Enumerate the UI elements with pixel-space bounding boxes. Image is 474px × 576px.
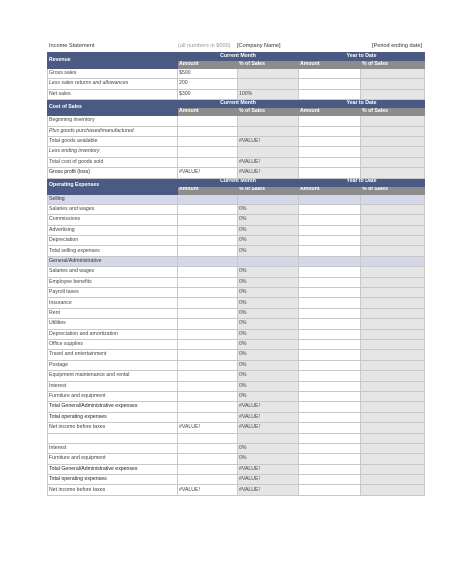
- ytd-pct-cell[interactable]: [361, 329, 425, 339]
- ytd-pct-cell[interactable]: [361, 360, 425, 370]
- table-row: [48, 89, 425, 99]
- row-label: Interest: [48, 443, 178, 453]
- current-amount-cell[interactable]: [178, 215, 238, 225]
- current-amount-cell[interactable]: #VALUE!: [178, 423, 238, 433]
- table-row: [48, 277, 425, 287]
- table-row: [48, 136, 425, 146]
- row-label: Employee benefits: [48, 277, 178, 287]
- row-label: Total cost of goods sold: [48, 157, 178, 167]
- ytd-amount-cell[interactable]: [299, 236, 361, 246]
- ytd-pct-cell[interactable]: [361, 391, 425, 401]
- ytd-amount-cell[interactable]: [299, 147, 361, 157]
- table-row: [48, 236, 425, 246]
- amount-header: Amount: [299, 61, 361, 69]
- table-row: [48, 371, 425, 381]
- table-row: [48, 157, 425, 167]
- table-row: [48, 329, 425, 339]
- ytd-pct-cell[interactable]: [361, 433, 425, 443]
- ytd-amount-cell[interactable]: [299, 391, 361, 401]
- current-pct-cell[interactable]: 0%: [238, 225, 299, 235]
- row-label: Salaries and wages: [48, 267, 178, 277]
- row-label: Equipment maintenance and rental: [48, 371, 178, 381]
- pct-of-sales-header: % of Sales: [361, 61, 425, 69]
- current-pct-cell[interactable]: #VALUE!: [238, 464, 299, 474]
- table-row: [48, 433, 425, 443]
- cost-of-sales-title: Cost of Sales: [48, 100, 178, 116]
- current-pct-cell[interactable]: 0%: [238, 215, 299, 225]
- pct-of-sales-header: % of Sales: [361, 108, 425, 116]
- company-name-cell[interactable]: [Company Name]: [237, 43, 281, 49]
- row-label: Total operating expenses: [48, 412, 178, 422]
- row-label: Furniture and equipment: [48, 391, 178, 401]
- ytd-pct-cell[interactable]: [361, 475, 425, 485]
- ytd-amount-cell[interactable]: [299, 246, 361, 256]
- row-label: Total General/Administrative expenses: [48, 402, 178, 412]
- table-row: [48, 79, 425, 89]
- current-pct-cell[interactable]: [238, 79, 299, 89]
- current-amount-cell[interactable]: [178, 277, 238, 287]
- ytd-amount-cell[interactable]: [299, 89, 361, 99]
- category-blank-cell: [361, 256, 425, 266]
- table-row: [48, 360, 425, 370]
- current-amount-cell[interactable]: [178, 236, 238, 246]
- table-row: [48, 116, 425, 126]
- ytd-amount-cell[interactable]: [299, 381, 361, 391]
- current-pct-cell[interactable]: #VALUE!: [238, 157, 299, 167]
- ytd-amount-cell[interactable]: [299, 423, 361, 433]
- ytd-amount-cell[interactable]: [299, 298, 361, 308]
- row-label: Plus goods purchased/manufactured: [48, 126, 178, 136]
- revenue-header-row: [48, 53, 425, 61]
- current-pct-cell[interactable]: [238, 116, 299, 126]
- ytd-amount-cell[interactable]: [299, 443, 361, 453]
- ytd-amount-cell[interactable]: [299, 308, 361, 318]
- ytd-pct-cell[interactable]: [361, 350, 425, 360]
- table-row: [48, 308, 425, 318]
- table-row: [48, 485, 425, 495]
- amount-header: Amount: [178, 108, 238, 116]
- table-row: [48, 147, 425, 157]
- current-amount-cell[interactable]: [178, 443, 238, 453]
- ytd-pct-cell[interactable]: [361, 147, 425, 157]
- row-label: Net income before taxes: [48, 485, 178, 495]
- current-pct-cell[interactable]: [238, 126, 299, 136]
- pct-of-sales-header: % of Sales: [238, 108, 299, 116]
- current-pct-cell[interactable]: 0%: [238, 371, 299, 381]
- ytd-pct-cell[interactable]: [361, 371, 425, 381]
- row-label: Salaries and wages: [48, 204, 178, 214]
- selling-category-label: Selling: [48, 194, 178, 204]
- ytd-pct-cell[interactable]: [361, 79, 425, 89]
- ytd-pct-cell[interactable]: [361, 89, 425, 99]
- year-to-date-header: Year to Date: [299, 100, 425, 108]
- current-amount-cell[interactable]: [178, 136, 238, 146]
- row-label: Insurance: [48, 298, 178, 308]
- category-blank-cell: [299, 256, 361, 266]
- category-blank-cell: [238, 256, 299, 266]
- table-row: [48, 126, 425, 136]
- current-amount-cell[interactable]: [178, 412, 238, 422]
- ytd-amount-cell[interactable]: [299, 454, 361, 464]
- ytd-amount-cell[interactable]: [299, 168, 361, 178]
- statement-title: Income Statement: [49, 43, 95, 49]
- ytd-pct-cell[interactable]: [361, 464, 425, 474]
- current-amount-cell[interactable]: [178, 433, 238, 443]
- ytd-amount-cell[interactable]: [299, 360, 361, 370]
- row-label: [48, 433, 178, 443]
- ytd-amount-cell[interactable]: [299, 371, 361, 381]
- row-label: Utilities: [48, 319, 178, 329]
- table-row: [48, 381, 425, 391]
- row-label: Less ending inventory: [48, 147, 178, 157]
- table-row: [48, 225, 425, 235]
- ytd-amount-cell[interactable]: [299, 475, 361, 485]
- table-row: [48, 464, 425, 474]
- ytd-amount-cell[interactable]: [299, 157, 361, 167]
- row-label: Commissions: [48, 215, 178, 225]
- ytd-amount-cell[interactable]: [299, 215, 361, 225]
- current-amount-cell[interactable]: [178, 157, 238, 167]
- amount-header: Amount: [178, 186, 238, 194]
- current-amount-cell[interactable]: [178, 371, 238, 381]
- current-pct-cell[interactable]: 0%: [238, 246, 299, 256]
- current-amount-cell[interactable]: [178, 464, 238, 474]
- current-pct-cell[interactable]: [238, 147, 299, 157]
- ytd-pct-cell[interactable]: [361, 204, 425, 214]
- row-label: Furniture and equipment: [48, 454, 178, 464]
- current-pct-cell[interactable]: 0%: [238, 360, 299, 370]
- current-pct-cell[interactable]: 0%: [238, 443, 299, 453]
- ytd-pct-cell[interactable]: [361, 225, 425, 235]
- current-pct-cell[interactable]: 0%: [238, 319, 299, 329]
- row-label: Gross profit (loss): [48, 168, 178, 178]
- current-pct-cell[interactable]: 0%: [238, 277, 299, 287]
- current-pct-cell[interactable]: 0%: [238, 391, 299, 401]
- current-amount-cell[interactable]: $500: [178, 69, 238, 79]
- table-row: [48, 246, 425, 256]
- table-row: [48, 288, 425, 298]
- row-label: Net income before taxes: [48, 423, 178, 433]
- current-amount-cell[interactable]: #VALUE!: [178, 168, 238, 178]
- row-label: Total goods available: [48, 136, 178, 146]
- selling-category-row: [48, 194, 425, 204]
- ytd-pct-cell[interactable]: [361, 168, 425, 178]
- row-label: Rent: [48, 308, 178, 318]
- category-blank-cell: [361, 194, 425, 204]
- ytd-pct-cell[interactable]: [361, 443, 425, 453]
- units-note: (all numbers in $000): [178, 43, 231, 49]
- current-amount-cell[interactable]: [178, 246, 238, 256]
- table-row: [48, 454, 425, 464]
- year-to-date-header: Year to Date: [299, 178, 425, 186]
- current-pct-cell[interactable]: #VALUE!: [238, 402, 299, 412]
- row-label: Total selling expenses: [48, 246, 178, 256]
- current-pct-cell[interactable]: 0%: [238, 236, 299, 246]
- current-amount-cell[interactable]: [178, 116, 238, 126]
- current-amount-cell[interactable]: [178, 360, 238, 370]
- row-label: Gross sales: [48, 69, 178, 79]
- current-pct-cell[interactable]: 100%: [238, 89, 299, 99]
- ytd-amount-cell[interactable]: [299, 277, 361, 287]
- ytd-amount-cell[interactable]: [299, 69, 361, 79]
- period-ending-cell[interactable]: [Period ending date]: [371, 43, 422, 49]
- ytd-amount-cell[interactable]: [299, 339, 361, 349]
- row-label: Office supplies: [48, 339, 178, 349]
- ytd-amount-cell[interactable]: [299, 329, 361, 339]
- current-amount-cell[interactable]: [178, 319, 238, 329]
- row-label: Total operating expenses: [48, 475, 178, 485]
- operating-expenses-title: Operating Expenses: [48, 178, 178, 194]
- current-month-header: Current Month: [178, 100, 299, 108]
- ytd-amount-cell[interactable]: [299, 485, 361, 495]
- ytd-amount-cell[interactable]: [299, 267, 361, 277]
- ytd-pct-cell[interactable]: [361, 298, 425, 308]
- current-pct-cell[interactable]: #VALUE!: [238, 423, 299, 433]
- statement-title-bar: [47, 40, 424, 52]
- row-label: Interest: [48, 381, 178, 391]
- table-row: [48, 215, 425, 225]
- current-amount-cell[interactable]: [178, 225, 238, 235]
- current-pct-cell[interactable]: 0%: [238, 308, 299, 318]
- table-row: [48, 423, 425, 433]
- current-amount-cell[interactable]: [178, 391, 238, 401]
- current-amount-cell[interactable]: $300: [178, 89, 238, 99]
- current-amount-cell[interactable]: [178, 298, 238, 308]
- current-pct-cell[interactable]: #VALUE!: [238, 412, 299, 422]
- current-amount-cell[interactable]: [178, 204, 238, 214]
- table-row: [48, 298, 425, 308]
- revenue-title: Revenue: [48, 53, 178, 69]
- category-blank-cell: [299, 194, 361, 204]
- ytd-pct-cell[interactable]: [361, 339, 425, 349]
- row-label: Total General/Administrative expenses: [48, 464, 178, 474]
- ytd-amount-cell[interactable]: [299, 79, 361, 89]
- ytd-pct-cell[interactable]: [361, 246, 425, 256]
- current-month-header: Current Month: [178, 53, 299, 61]
- row-label: Depreciation and amortization: [48, 329, 178, 339]
- current-pct-cell[interactable]: #VALUE!: [238, 475, 299, 485]
- current-pct-cell[interactable]: 0%: [238, 204, 299, 214]
- admin-category-row: [48, 256, 425, 266]
- current-pct-cell[interactable]: 0%: [238, 339, 299, 349]
- row-label: Advertising: [48, 225, 178, 235]
- row-label: Depreciation: [48, 236, 178, 246]
- ytd-amount-cell[interactable]: [299, 412, 361, 422]
- ytd-amount-cell[interactable]: [299, 116, 361, 126]
- ytd-amount-cell[interactable]: [299, 350, 361, 360]
- ytd-pct-cell[interactable]: [361, 485, 425, 495]
- ytd-pct-cell[interactable]: [361, 69, 425, 79]
- income-statement-sheet: [47, 40, 424, 496]
- row-label: Travel and entertainment: [48, 350, 178, 360]
- ytd-amount-cell[interactable]: [299, 204, 361, 214]
- current-pct-cell[interactable]: [238, 69, 299, 79]
- admin-category-label: General/Administrative: [48, 256, 178, 266]
- current-pct-cell[interactable]: 0%: [238, 329, 299, 339]
- current-pct-cell[interactable]: 0%: [238, 381, 299, 391]
- table-row: [48, 267, 425, 277]
- ytd-pct-cell[interactable]: [361, 423, 425, 433]
- current-amount-cell[interactable]: [178, 402, 238, 412]
- category-blank-cell: [238, 194, 299, 204]
- amount-header: Amount: [178, 61, 238, 69]
- pct-of-sales-header: % of Sales: [361, 186, 425, 194]
- ytd-amount-cell[interactable]: [299, 136, 361, 146]
- ytd-amount-cell[interactable]: [299, 319, 361, 329]
- amount-header: Amount: [299, 186, 361, 194]
- current-pct-cell[interactable]: #VALUE!: [238, 168, 299, 178]
- current-pct-cell[interactable]: #VALUE!: [238, 485, 299, 495]
- current-amount-cell[interactable]: [178, 288, 238, 298]
- current-amount-cell[interactable]: 200: [178, 79, 238, 89]
- current-pct-cell[interactable]: [238, 433, 299, 443]
- current-amount-cell[interactable]: [178, 329, 238, 339]
- ytd-pct-cell[interactable]: [361, 126, 425, 136]
- ytd-pct-cell[interactable]: [361, 215, 425, 225]
- ytd-pct-cell[interactable]: [361, 236, 425, 246]
- ytd-pct-cell[interactable]: [361, 277, 425, 287]
- ytd-amount-cell[interactable]: [299, 464, 361, 474]
- ytd-pct-cell[interactable]: [361, 381, 425, 391]
- ytd-pct-cell[interactable]: [361, 319, 425, 329]
- table-row: [48, 443, 425, 453]
- category-blank-cell: [178, 194, 238, 204]
- current-amount-cell[interactable]: [178, 381, 238, 391]
- table-row: [48, 412, 425, 422]
- ytd-pct-cell[interactable]: [361, 267, 425, 277]
- current-amount-cell[interactable]: [178, 147, 238, 157]
- table-row: [48, 168, 425, 178]
- current-amount-cell[interactable]: [178, 475, 238, 485]
- row-label: Less sales returns and allowances: [48, 79, 178, 89]
- amount-header: Amount: [299, 108, 361, 116]
- ytd-pct-cell[interactable]: [361, 157, 425, 167]
- table-row: [48, 204, 425, 214]
- row-label: Net sales: [48, 89, 178, 99]
- table-row: [48, 339, 425, 349]
- ytd-pct-cell[interactable]: [361, 116, 425, 126]
- ytd-amount-cell[interactable]: [299, 126, 361, 136]
- ytd-pct-cell[interactable]: [361, 136, 425, 146]
- ytd-amount-cell[interactable]: [299, 402, 361, 412]
- ytd-pct-cell[interactable]: [361, 454, 425, 464]
- pct-of-sales-header: % of Sales: [238, 186, 299, 194]
- ytd-pct-cell[interactable]: [361, 308, 425, 318]
- current-amount-cell[interactable]: [178, 267, 238, 277]
- year-to-date-header: Year to Date: [299, 53, 425, 61]
- table-row: [48, 350, 425, 360]
- pct-of-sales-header: % of Sales: [238, 61, 299, 69]
- current-amount-cell[interactable]: [178, 339, 238, 349]
- row-label: Beginning inventory: [48, 116, 178, 126]
- row-label: Postage: [48, 360, 178, 370]
- row-label: Payroll taxes: [48, 288, 178, 298]
- statement-table: [47, 52, 425, 496]
- current-amount-cell[interactable]: [178, 308, 238, 318]
- operating-expenses-header-row: [48, 178, 425, 186]
- table-row: [48, 69, 425, 79]
- table-row: [48, 402, 425, 412]
- current-pct-cell[interactable]: 0%: [238, 298, 299, 308]
- cost-of-sales-header-row: [48, 100, 425, 108]
- current-amount-cell[interactable]: [178, 350, 238, 360]
- table-row: [48, 475, 425, 485]
- table-row: [48, 391, 425, 401]
- current-pct-cell[interactable]: #VALUE!: [238, 136, 299, 146]
- current-amount-cell[interactable]: #VALUE!: [178, 485, 238, 495]
- ytd-pct-cell[interactable]: [361, 412, 425, 422]
- current-pct-cell[interactable]: 0%: [238, 350, 299, 360]
- ytd-amount-cell[interactable]: [299, 433, 361, 443]
- current-month-header: Current Month: [178, 178, 299, 186]
- current-amount-cell[interactable]: [178, 126, 238, 136]
- ytd-pct-cell[interactable]: [361, 288, 425, 298]
- current-amount-cell[interactable]: [178, 454, 238, 464]
- current-pct-cell[interactable]: 0%: [238, 267, 299, 277]
- table-row: [48, 319, 425, 329]
- current-pct-cell[interactable]: 0%: [238, 454, 299, 464]
- ytd-amount-cell[interactable]: [299, 288, 361, 298]
- current-pct-cell[interactable]: 0%: [238, 288, 299, 298]
- category-blank-cell: [178, 256, 238, 266]
- ytd-amount-cell[interactable]: [299, 225, 361, 235]
- ytd-pct-cell[interactable]: [361, 402, 425, 412]
